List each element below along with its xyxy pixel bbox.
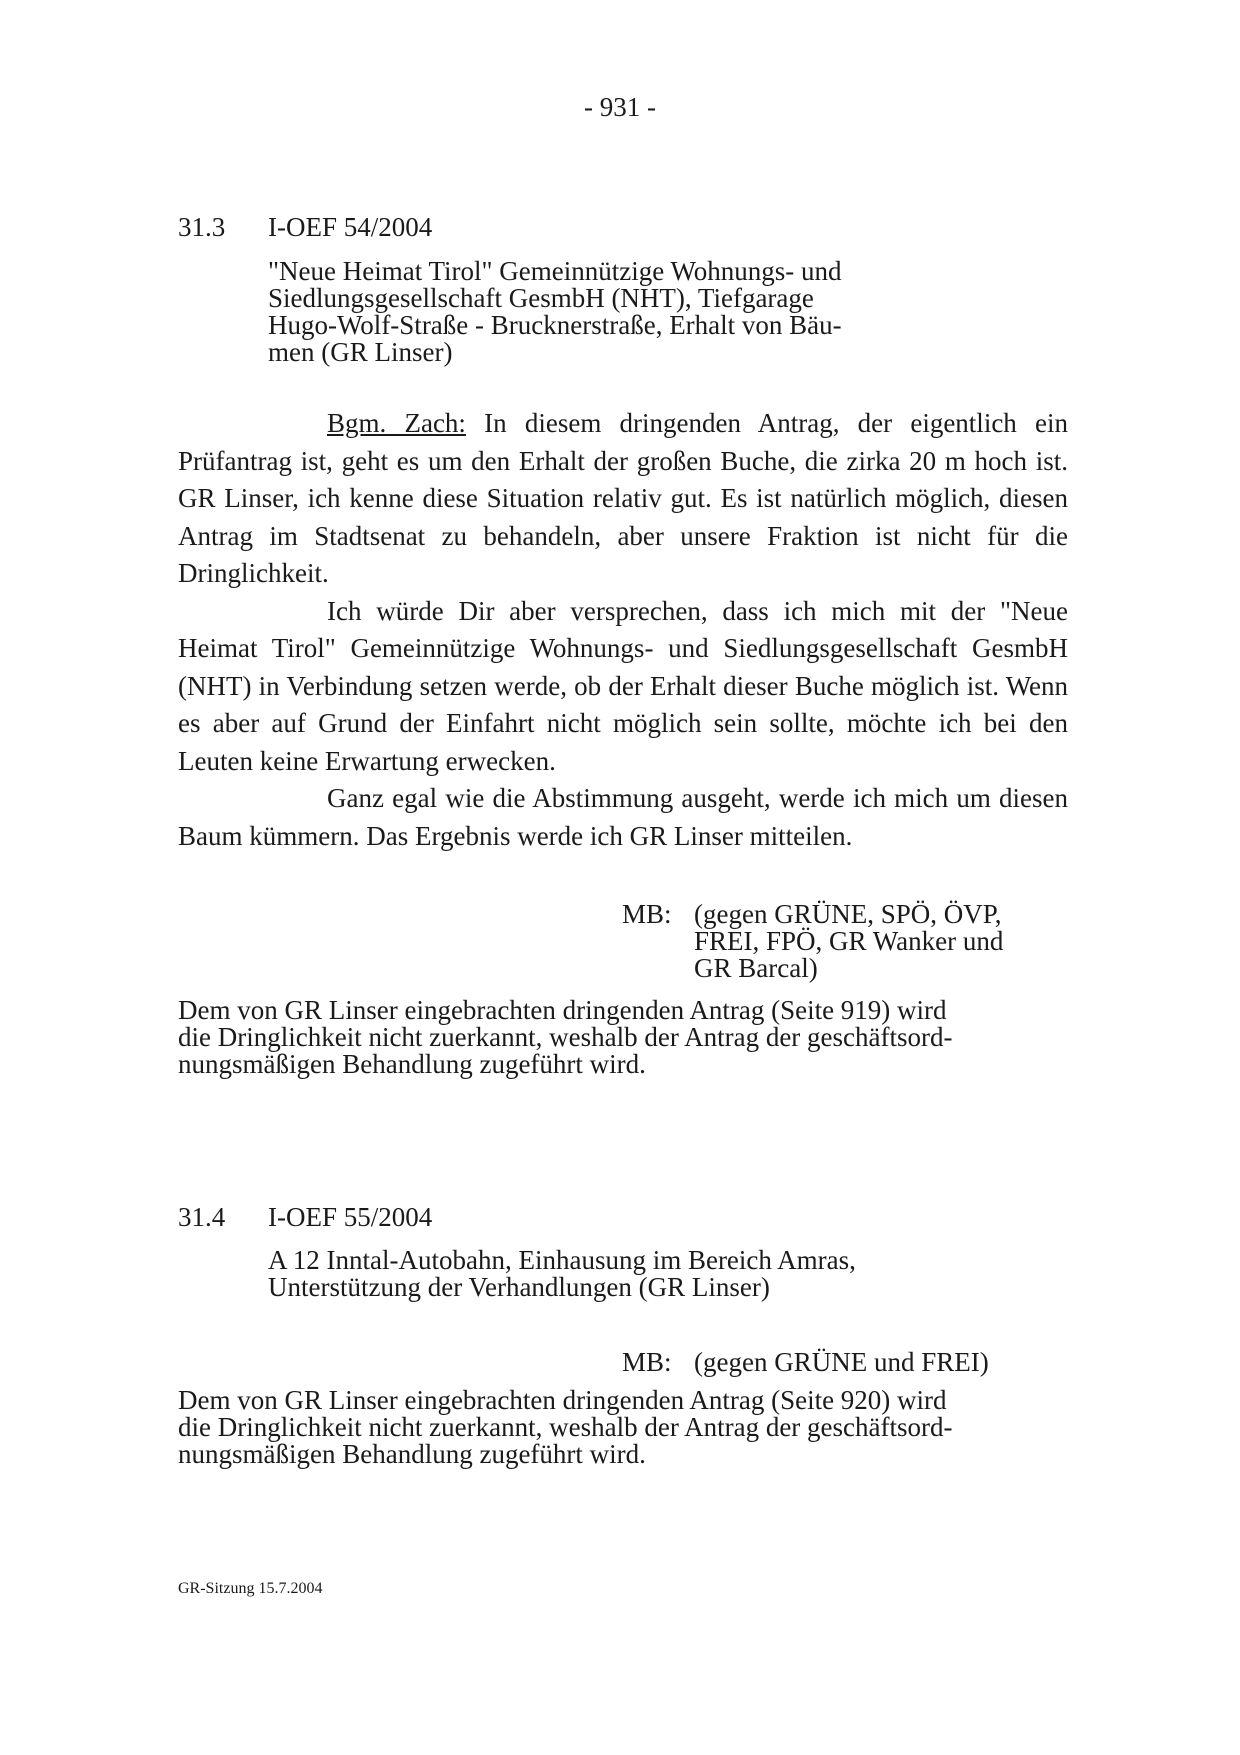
mb-label: MB: [622, 899, 672, 929]
footer-session-date: GR-Sitzung 15.7.2004 [178, 1580, 323, 1597]
decision-line: Dem von GR Linser eingebrachten dringenden Antrag (Seite 920) wird [178, 1385, 947, 1415]
decision-line: die Dringlichkeit nicht zuerkannt, weshalb der Antrag der geschäftsord- [178, 1412, 953, 1442]
speech-paragraph [178, 593, 1068, 781]
title-line: Siedlungsgesellschaft GesmbH (NHT), Tiefgarage [268, 283, 814, 313]
paragraph-text: Ich würde Dir aber versprechen, dass ich mich mit der "Neue Heimat Tirol" Gemeinnützige Wohnungs- und Siedlungsgesellschaft GesmbH (NHT) in Verbindung setzen werde, ob der Erhalt dieser Buche möglich ist. Wenn es aber auf Grund der Einfahrt nicht möglich sein sollte, möchte ich bei den Leuten keine Erwartung erwecken. [178, 595, 1068, 776]
page-number: - 931 - [584, 92, 656, 122]
item-heading-31-3 [178, 212, 432, 243]
decision-line: Dem von GR Linser eingebrachten dringenden Antrag (Seite 919) wird [178, 995, 947, 1025]
mb-line: (gegen GRÜNE, SPÖ, ÖVP, [694, 899, 1002, 929]
item-heading-31-4 [178, 1202, 432, 1233]
paragraph-text: In diesem dringenden Antrag, der eigentlich ein Prüfantrag ist, geht es um den Erhalt der großen Buche, die zirka 20 m hoch ist. GR Linser, ich kenne diese Situation relativ gut. Es ist natürlich möglich, diesen Antrag im Stadtsenat zu behandeln, aber unsere Fraktion ist nicht für die Dringlichkeit. [178, 408, 1068, 588]
speaker-name: Bgm. Zach: [327, 408, 466, 438]
paragraph-text: Ganz egal wie die Abstimmung ausgeht, werde ich mich um diesen Baum kümmern. Das Ergebnis werde ich GR Linser mitteilen. [178, 783, 1068, 851]
mb-line: FREI, FPÖ, GR Wanker und [694, 926, 1004, 956]
item-title-31-4 [268, 1247, 948, 1301]
mb-text [694, 1349, 989, 1376]
title-line: men (GR Linser) [268, 337, 453, 367]
item-number: 31.4 [178, 1202, 226, 1232]
decision-31-4 [178, 1387, 1058, 1468]
item-number: 31.3 [178, 212, 226, 242]
mb-text [694, 901, 1003, 982]
vote-result-31-4 [622, 1349, 989, 1376]
speech-paragraph [178, 405, 1068, 593]
title-line: Unterstützung der Verhandlungen (GR Linser) [268, 1272, 770, 1302]
title-line: Hugo-Wolf-Straße - Brucknerstraße, Erhalt von Bäu- [268, 310, 842, 340]
title-line: A 12 Inntal-Autobahn, Einhausung im Bereich Amras, [268, 1245, 856, 1275]
mb-line: (gegen GRÜNE und FREI) [694, 1347, 989, 1377]
speech-block [178, 405, 1068, 855]
decision-line: die Dringlichkeit nicht zuerkannt, weshalb der Antrag der geschäftsord- [178, 1022, 953, 1052]
decision-line: nungsmäßigen Behandlung zugeführt wird. [178, 1049, 646, 1079]
vote-result-31-3 [622, 901, 1003, 982]
item-code: I-OEF 54/2004 [268, 212, 433, 242]
decision-31-3 [178, 997, 1058, 1078]
mb-label: MB: [622, 1347, 672, 1377]
mb-line: GR Barcal) [694, 953, 818, 983]
item-code: I-OEF 55/2004 [268, 1202, 433, 1232]
item-title-31-3 [268, 258, 948, 366]
decision-line: nungsmäßigen Behandlung zugeführt wird. [178, 1439, 646, 1469]
speech-paragraph [178, 780, 1068, 855]
title-line: "Neue Heimat Tirol" Gemeinnützige Wohnungs- und [268, 256, 842, 286]
